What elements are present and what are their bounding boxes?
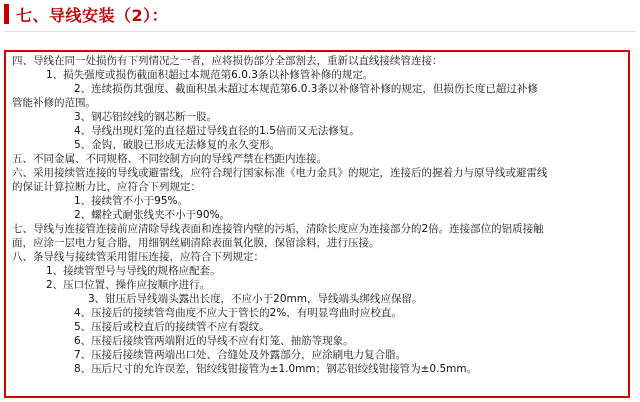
section-header [0, 0, 640, 38]
doc-line: 4、压接后的接续管弯曲度不应大于管长的2%，有明显弯曲时应校直。 [74, 307, 402, 319]
doc-line: 3、钳压后导线端头露出长度，不应小于20mm，导线端头绑线应保留。 [88, 293, 423, 305]
doc-line: 8、压后尺寸的允许误差，铝绞线钳接管为±1.0mm；钢芯铝绞线钳接管为±0.5mm。 [74, 363, 478, 375]
doc-line: 1、接续管型号与导线的规格应配套。 [46, 265, 221, 277]
doc-line: 面，应涂一层电力复合脂，用细钢丝刷清除表面氧化膜，保留涂料，进行压接。 [12, 237, 380, 249]
document-box [4, 50, 630, 398]
header-accent-bar [4, 4, 9, 24]
doc-line: 5、压接后或校直后的接续管不应有裂纹。 [74, 321, 270, 333]
doc-line: 2、压口位置、操作应按顺序进行。 [46, 279, 211, 291]
doc-line: 5、金钩、破股已形成无法修复的永久变形。 [74, 139, 281, 151]
doc-line: 四、导线在同一处损伤有下列情况之一者，应将损伤部分全部割去，重新以直线接续管连接： [12, 55, 443, 67]
doc-line: 七、导线与连接管连接前应清除导线表面和连接管内壁的污垢，清除长度应为连接部分的2倍。连接部位的铝质接触 [12, 223, 544, 235]
doc-line: 八、条导线与接续管采用钳压连接，应符合下列规定： [12, 251, 264, 263]
doc-line: 3、钢芯铝绞线的钢芯断一股。 [74, 111, 218, 123]
doc-line: 6、压接后接续管两端附近的导线不应有灯笼、抽筋等现象。 [74, 335, 354, 347]
doc-line: 7、压接后接续管两端出口处、合缝处及外露部分，应涂刷电力复合脂。 [74, 349, 407, 361]
doc-line: 1、接续管不小于95%。 [74, 195, 189, 207]
page-title: 七、导线安装（2）： [16, 6, 169, 25]
doc-line: 2、连续损伤其强度、截面积虽未超过本规范第6.0.3条以补修管补修的规定，但损伤长度已超过补修 [74, 83, 538, 95]
doc-line: 六、采用接续管连接的导线或避雷线，应符合现行国家标准《电力金具》的规定，连接后的握着力与原导线或避雷线 [12, 167, 548, 179]
doc-line: 五、不同金属、不同规格、不同绞制方向的导线严禁在档距内连接。 [12, 153, 327, 165]
doc-line: 管能补修的范围。 [12, 97, 96, 109]
doc-line: 4、导线出现灯笼的直径超过导线直径的1.5倍而又无法修复。 [74, 125, 360, 137]
doc-line: 的保证计算拉断力比，应符合下列规定： [12, 181, 201, 193]
doc-line: 2、螺栓式耐张线夹不小于90%。 [74, 209, 231, 221]
header-divider [4, 31, 636, 32]
doc-line: 1、损失强度或损伤截面积超过本规范第6.0.3条以补修管补修的规定。 [46, 69, 374, 81]
